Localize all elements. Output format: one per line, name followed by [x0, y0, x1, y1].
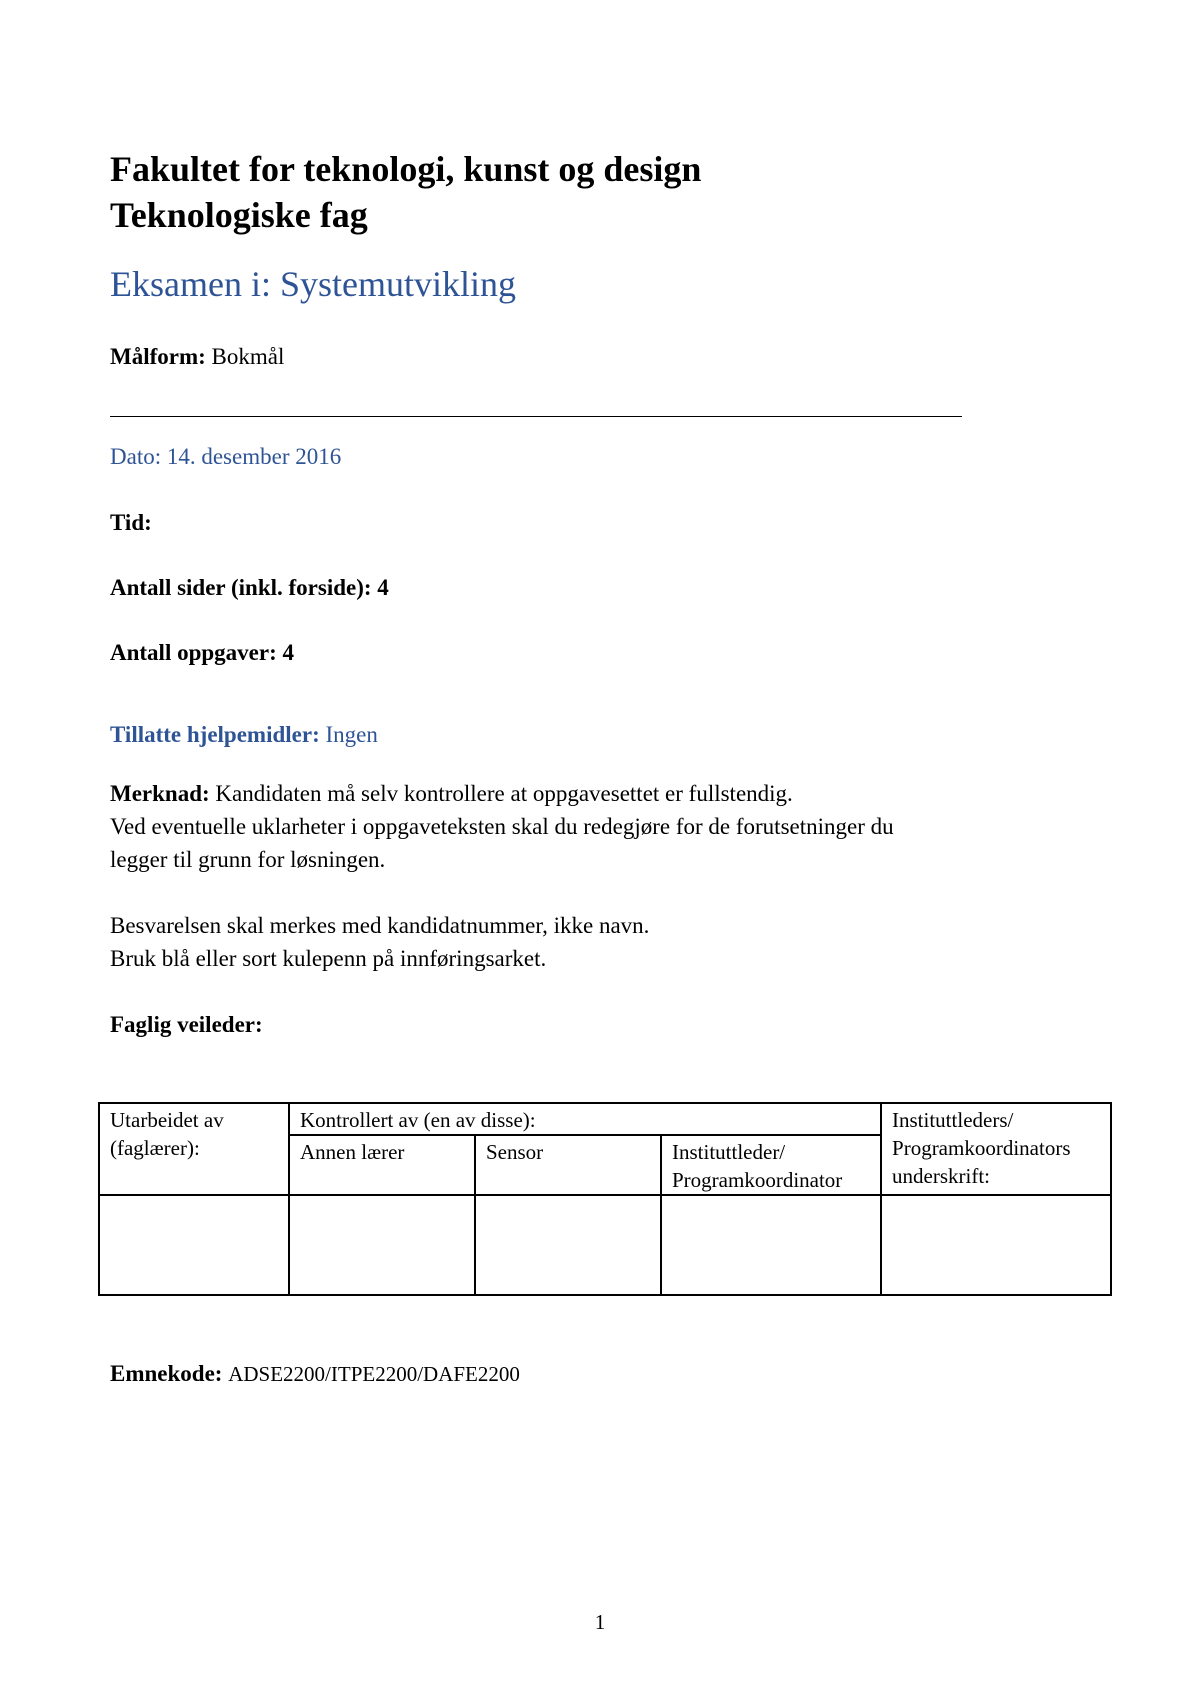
prepared-by-cell: Utarbeidet av (faglærer): — [99, 1103, 289, 1195]
table-row — [99, 1103, 1111, 1135]
other-teacher-signature[interactable] — [289, 1195, 475, 1295]
page-number: 1 — [594, 1610, 606, 1634]
head-signature[interactable] — [661, 1195, 881, 1295]
head-cell: Instituttleder/ Programkoordinator — [661, 1135, 881, 1195]
sensor-cell: Sensor — [475, 1135, 661, 1195]
other-teacher-cell: Annen lærer — [289, 1135, 475, 1195]
horizontal-rule — [110, 416, 962, 417]
allowed-aids-value: Ingen — [325, 722, 378, 747]
note-line-3: legger til grunn for løsningen. — [110, 847, 386, 872]
time-label: Tid: — [110, 510, 152, 535]
course-code-label: Emnekode: — [110, 1361, 223, 1386]
head-underskrift[interactable] — [881, 1195, 1111, 1295]
signature-table — [98, 1102, 1112, 1296]
note-text-1: Kandidaten må selv kontrollere at oppgavesettet er fullstendig. — [215, 781, 793, 806]
answer-instruction-2: Bruk blå eller sort kulepenn på innføringsarket. — [110, 946, 547, 971]
course-code-value: ADSE2200/ITPE2200/DAFE2200 — [228, 1362, 520, 1386]
language-line — [110, 340, 284, 373]
prepared-by-signature[interactable] — [99, 1195, 289, 1295]
answer-instruction-1: Besvarelsen skal merkes med kandidatnummer, ikke navn. — [110, 913, 650, 938]
note-label: Merknad: — [110, 781, 210, 806]
sensor-signature[interactable] — [475, 1195, 661, 1295]
exam-date: Dato: 14. desember 2016 — [110, 444, 342, 469]
signature-cell: Instituttleders/ Programkoordinators underskrift: — [881, 1103, 1111, 1195]
note-line-1 — [110, 777, 793, 810]
exam-title: Eksamen i: Systemutvikling — [110, 264, 516, 304]
table-row — [99, 1195, 1111, 1295]
department-title: Teknologiske fag — [110, 195, 368, 235]
faculty-title: Fakultet for teknologi, kunst og design — [110, 149, 702, 189]
supervisor-label: Faglig veileder: — [110, 1012, 263, 1037]
language-label: Målform: — [110, 344, 206, 369]
allowed-aids — [110, 718, 378, 751]
note-line-2: Ved eventuelle uklarheter i oppgaveteksten skal du redegjøre for de forutsetninger du — [110, 814, 894, 839]
page-count: Antall sider (inkl. forside): 4 — [110, 575, 389, 600]
checked-by-cell: Kontrollert av (en av disse): — [289, 1103, 881, 1135]
allowed-aids-label: Tillatte hjelpemidler: — [110, 722, 320, 747]
language-value: Bokmål — [211, 344, 285, 369]
course-code-line — [110, 1357, 520, 1391]
task-count: Antall oppgaver: 4 — [110, 640, 294, 665]
